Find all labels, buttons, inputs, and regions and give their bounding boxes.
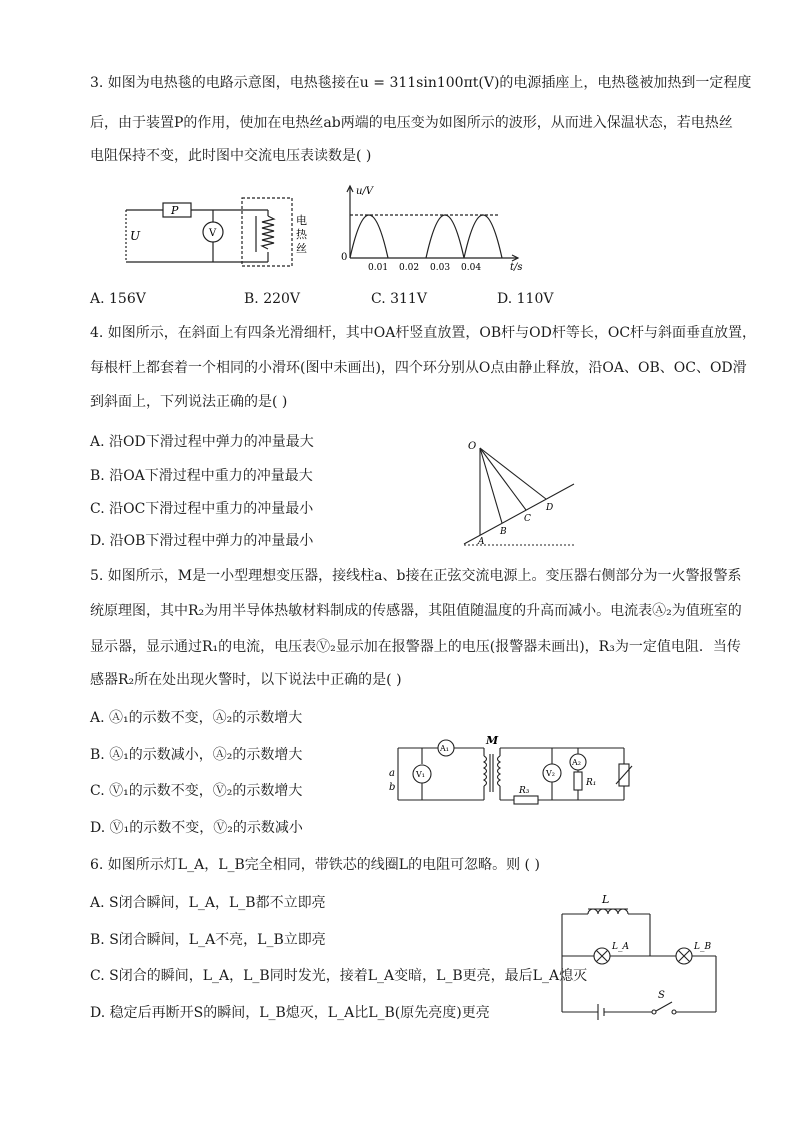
q3-circuit-figure bbox=[108, 190, 308, 276]
q3-option-b[interactable]: B. 220V bbox=[244, 291, 301, 307]
q4-incline-figure bbox=[460, 438, 584, 550]
label-r3: R₃ bbox=[519, 786, 530, 796]
q3-option-c[interactable]: C. 311V bbox=[371, 291, 427, 307]
label-b: B bbox=[500, 527, 507, 537]
label-l: L bbox=[602, 893, 610, 906]
q3-line-2: 后，由于装置P的作用，使加在电热丝ab两端的电压变为如图所示的波形，从而进入保温状态，若电热丝 bbox=[90, 115, 733, 131]
rod-ob bbox=[480, 448, 502, 523]
half-wave-2 bbox=[426, 215, 464, 258]
label-o: O bbox=[468, 441, 477, 452]
q4-option-b[interactable]: B. 沿OA下滑过程中重力的冲量最大 bbox=[90, 468, 313, 484]
q4-option-a[interactable]: A. 沿OD下滑过程中弹力的冲量最大 bbox=[90, 434, 314, 450]
label-r1: R₁ bbox=[586, 778, 597, 788]
half-wave-3 bbox=[464, 215, 502, 258]
label-a2: A₂ bbox=[572, 758, 581, 767]
label-a1: A₁ bbox=[440, 744, 449, 753]
label-a: A bbox=[478, 537, 485, 547]
label-v1: V₁ bbox=[416, 770, 425, 779]
tick-002: 0.02 bbox=[399, 263, 420, 273]
q5-option-d[interactable]: D. Ⓥ₁的示数不变，Ⓥ₂的示数减小 bbox=[90, 820, 303, 836]
tick-003: 0.03 bbox=[430, 263, 451, 273]
label-m: M bbox=[486, 736, 499, 747]
q6-option-a[interactable]: A. S闭合瞬间，L_A，L_B都不立即亮 bbox=[90, 895, 326, 911]
tick-004: 0.04 bbox=[461, 263, 482, 273]
label-u: U bbox=[130, 229, 141, 243]
label-wire-1: 电 bbox=[296, 214, 307, 227]
graph-origin: 0 bbox=[341, 252, 348, 263]
q5-transformer-figure bbox=[388, 736, 634, 810]
q6-option-c[interactable]: C. S闭合的瞬间，L_A，L_B同时发光，接着L_A变暗，L_B更亮，最后L_A熄灭 bbox=[90, 968, 588, 984]
q3-line-1: 3. 如图为电热毯的电路示意图，电热毯接在u = 311sin100πt(V)的电源插座上，电热毯被加热到一定程度 bbox=[90, 75, 752, 91]
q3-line-3: 电阻保持不变，此时图中交流电压表读数是( ) bbox=[90, 148, 372, 164]
q6-line-1: 6. 如图所示灯L_A，L_B完全相同，带铁芯的线圈L的电阻可忽略。则 ( ) bbox=[90, 857, 540, 873]
tick-001: 0.01 bbox=[368, 263, 389, 273]
label-la: L_A bbox=[612, 942, 629, 952]
label-p: P bbox=[171, 204, 179, 217]
q5-line-3: 显示器，显示通过R₁的电流，电压表Ⓥ₂显示加在报警器上的电压(报警器未画出)，R₃为一定值电阻．当传 bbox=[90, 639, 741, 655]
switch-s bbox=[656, 1002, 672, 1011]
label-lb: L_B bbox=[694, 942, 712, 952]
q3-option-a[interactable]: A. 156V bbox=[90, 291, 146, 307]
q6-option-d[interactable]: D. 稳定后再断开S的瞬间，L_B熄灭，L_A比L_B(原先亮度)更亮 bbox=[90, 1005, 490, 1021]
q4-option-c[interactable]: C. 沿OC下滑过程中重力的冲量最小 bbox=[90, 501, 314, 517]
resistor-r1 bbox=[574, 772, 582, 790]
label-c: C bbox=[524, 514, 531, 524]
q4-option-d[interactable]: D. 沿OB下滑过程中弹力的冲量最小 bbox=[90, 533, 314, 549]
q5-line-1: 5. 如图所示，M是一小型理想变压器，接线柱a、b接在正弦交流电源上。变压器右侧部分为一火警报警系 bbox=[90, 568, 742, 584]
label-s: S bbox=[658, 990, 665, 1001]
resistor-r3 bbox=[514, 796, 538, 804]
q3-option-d[interactable]: D. 110V bbox=[497, 291, 554, 307]
label-v2: V₂ bbox=[546, 769, 555, 778]
label-wire-3: 丝 bbox=[296, 242, 307, 255]
q4-line-3: 到斜面上，下列说法正确的是( ) bbox=[90, 394, 288, 410]
label-d: D bbox=[546, 503, 554, 513]
label-b-terminal: b bbox=[389, 782, 396, 793]
q5-line-2: 统原理图，其中R₂为用半导体热敏材料制成的传感器，其阻值随温度的升高而减小。电流表Ⓐ₂为值班室的 bbox=[90, 603, 742, 619]
q6-circuit-figure bbox=[552, 890, 724, 1026]
q5-option-a[interactable]: A. Ⓐ₁的示数不变，Ⓐ₂的示数增大 bbox=[90, 710, 303, 726]
q6-option-b[interactable]: B. S闭合瞬间，L_A不亮，L_B立即亮 bbox=[90, 932, 326, 948]
q5-option-c[interactable]: C. Ⓥ₁的示数不变，Ⓥ₂的示数增大 bbox=[90, 783, 303, 799]
graph-x-label: t/s bbox=[510, 262, 523, 273]
q5-option-b[interactable]: B. Ⓐ₁的示数减小，Ⓐ₂的示数增大 bbox=[90, 747, 303, 763]
rod-od bbox=[480, 448, 546, 499]
q4-line-1: 4. 如图所示，在斜面上有四条光滑细杆，其中OA杆竖直放置，OB杆与OD杆等长，OC杆与斜面垂直放置， bbox=[90, 325, 757, 341]
q4-line-2: 每根杆上都套着一个相同的小滑环(图中未画出)，四个环分别从O点由静止释放，沿OA、OB、OC、OD滑 bbox=[90, 360, 747, 376]
inductor-l bbox=[588, 909, 628, 914]
rod-oc bbox=[480, 448, 526, 510]
label-wire-2: 热 bbox=[296, 228, 307, 241]
half-wave-1 bbox=[350, 215, 388, 258]
q3-waveform-graph bbox=[338, 178, 534, 274]
graph-y-label: u/V bbox=[356, 186, 374, 197]
label-a-terminal: a bbox=[389, 768, 395, 779]
q5-line-4: 感器R₂所在处出现火警时，以下说法中正确的是( ) bbox=[90, 672, 402, 688]
label-v: V bbox=[209, 228, 217, 239]
